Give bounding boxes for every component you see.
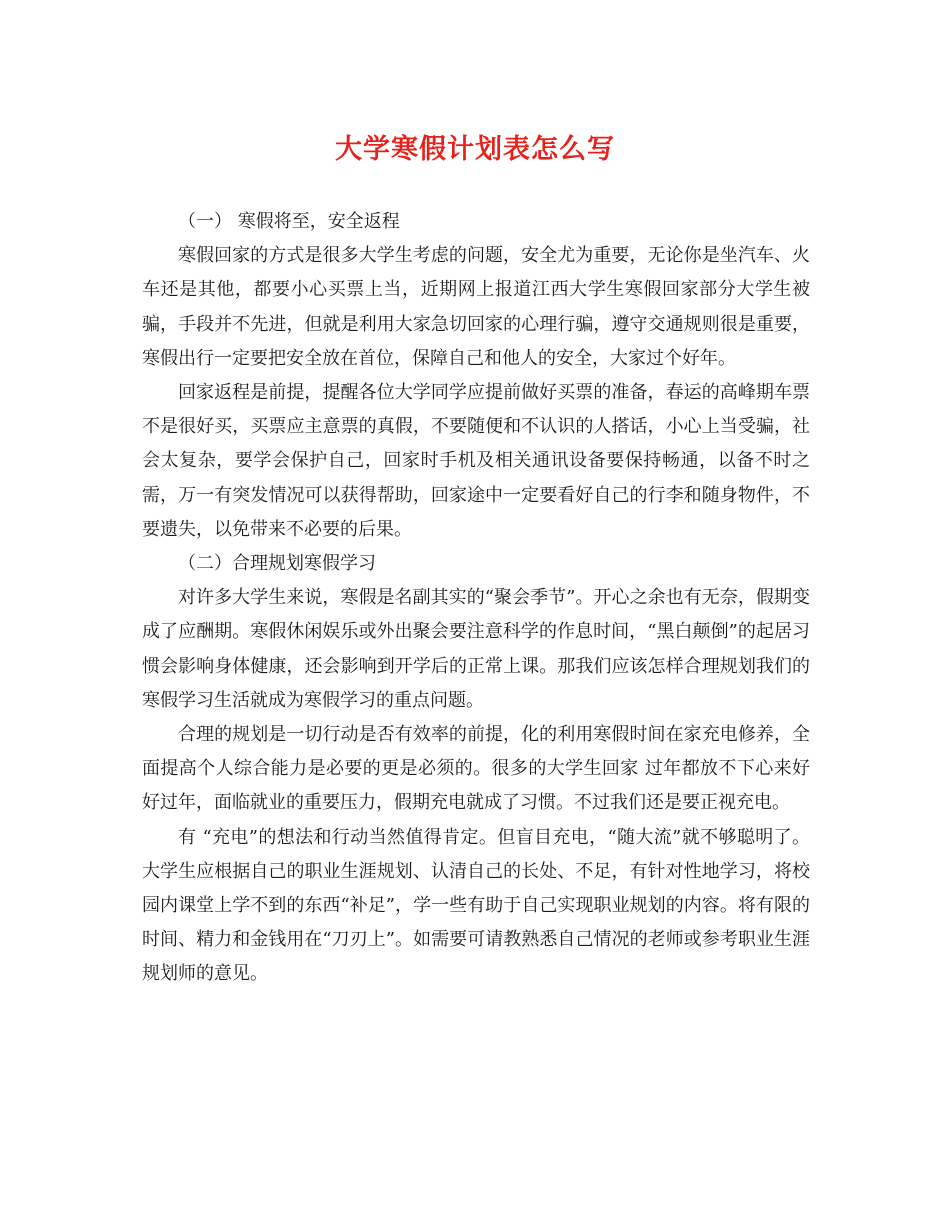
paragraph: 有 “充电”的想法和行动当然值得肯定。但盲目充电，“随大流”就不够聪明了。大学生应根据自己的职业生涯规划、认清自己的长处、不足，有针对性地学习，将校园内课堂上学不到的东西“补足”，学一些有助于自己实现职业规划的内容。将有限的时间、精力和金钱用在“刀刃上”。如需要可请教熟悉自己情况的老师或参考职业生涯规划师的意见。 [142, 826, 810, 985]
document-title: 大学寒假计划表怎么写 [335, 134, 615, 165]
paragraph: 对许多大学生来说，寒假是名副其实的“聚会季节”。开心之余也有无奈，假期变成了应酬期。寒假休闲娱乐或外出聚会要注意科学的作息时间，“黑白颠倒”的起居习惯会影响身体健康，还会影响到开学后的正常上课。那我们应该怎样合理规划我们的寒假学习生活就成为寒假学习的重点问题。 [142, 587, 810, 711]
paragraph: 寒假回家的方式是很多大学生考虑的问题，安全尤为重要，无论你是坐汽车、火车还是其他，都要小心买票上当，近期网上报道江西大学生寒假回家部分大学生被骗，手段并不先进，但就是利用大家急切回家的心理行骗，遵守交通规则很是重要，寒假出行一定要把安全放在首位，保障自己和他人的安全，大家过个好年。 [142, 245, 810, 369]
section-heading-safety: （一） 寒假将至，安全返程 [178, 211, 400, 232]
paragraph: 回家返程是前提，提醒各位大学同学应提前做好买票的准备，春运的高峰期车票不是很好买，买票应主意票的真假，不要随便和不认识的人搭话，小心上当受骗，社会太复杂，要学会保护自己，回家时手机及相关通讯设备要保持畅通，以备不时之需，万一有突发情况可以获得帮助，回家途中一定要看好自己的行李和随身物件，不要遗失，以免带来不必要的后果。 [142, 382, 810, 540]
document-body [142, 205, 810, 992]
section-heading-study: （二）合理规划寒假学习 [178, 553, 376, 575]
paragraph: 合理的规划是一切行动是否有效率的前提，化的利用寒假时间在家充电修养，全面提高个人综合能力是必要的更是必须的。很多的大学生回家 过年都放不下心来好好过年，面临就业的重要压力，假期充电就成了习惯。不过我们还是要正视充电。 [142, 724, 810, 814]
